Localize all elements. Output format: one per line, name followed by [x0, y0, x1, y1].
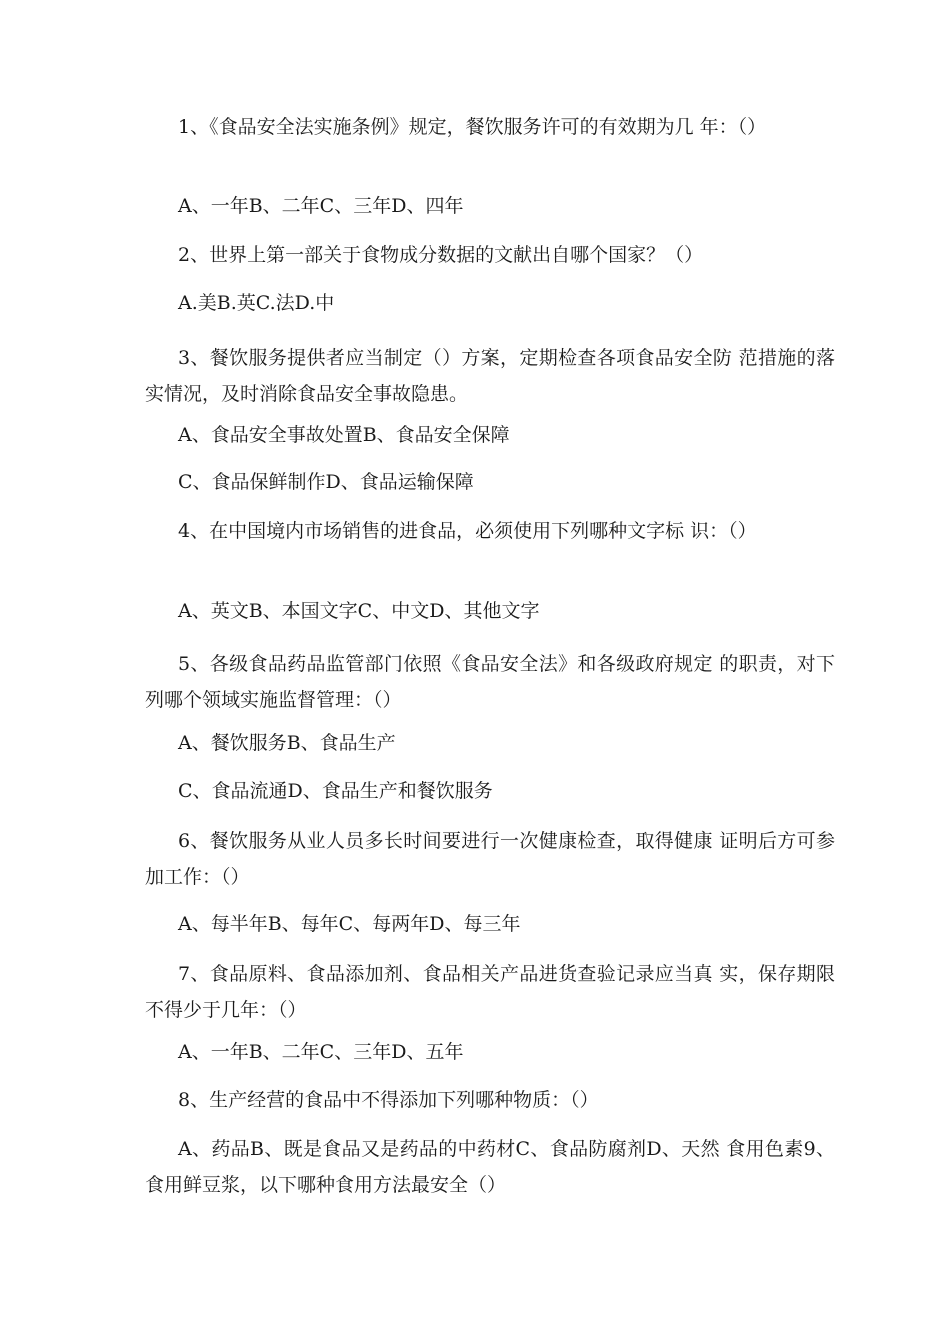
- question-3-options-line-1: A、食品安全事故处置B、食品安全保障: [178, 424, 510, 446]
- question-6: 6、餐饮服务从业人员多长时间要进行一次健康检查，取得健康 证明后方可参加工作：（）: [145, 830, 835, 888]
- question-2: 2、世界上第一部关于食物成分数据的文献出自哪个国家？（）: [178, 244, 704, 266]
- question-3-options-line-2: C、食品保鲜制作D、食品运输保障: [178, 471, 474, 493]
- question-1: 1、《食品安全法实施条例》规定，餐饮服务许可的有效期为几 年：（）: [178, 116, 767, 138]
- question-5-options-line-1: A、餐饮服务B、食品生产: [178, 732, 396, 754]
- question-5-options-line-2: C、食品流通D、食品生产和餐饮服务: [178, 780, 493, 802]
- question-8: 8、生产经营的食品中不得添加下列哪种物质：（）: [178, 1089, 599, 1111]
- question-2-options: A.美B.英C.法D.中: [178, 292, 335, 314]
- question-7-options: A、一年B、二年C、三年D、五年: [178, 1041, 464, 1063]
- question-5: 5、各级食品药品监管部门依照《食品安全法》和各级政府规定 的职责，对下列哪个领域实施监督管理：（）: [145, 653, 835, 711]
- question-4-options: A、英文B、本国文字C、中文D、其他文字: [178, 600, 540, 622]
- question-8-options-and-question-9: A、药品B、既是食品又是药品的中药材C、食品防腐剂D、天然 食用色素9、食用鲜豆浆，以下哪种食用方法最安全（）: [145, 1138, 835, 1196]
- question-1-options: A、一年B、二年C、三年D、四年: [178, 195, 464, 217]
- question-6-options: A、每半年B、每年C、每两年D、每三年: [178, 913, 521, 935]
- question-3: 3、餐饮服务提供者应当制定（）方案，定期检查各项食品安全防 范措施的落实情况，及时消除食品安全事故隐患。: [145, 347, 835, 405]
- question-7: 7、食品原料、食品添加剂、食品相关产品进货查验记录应当真 实，保存期限不得少于几年：（）: [145, 963, 835, 1021]
- question-4: 4、在中国境内市场销售的进食品，必须使用下列哪种文字标 识：（）: [178, 520, 757, 542]
